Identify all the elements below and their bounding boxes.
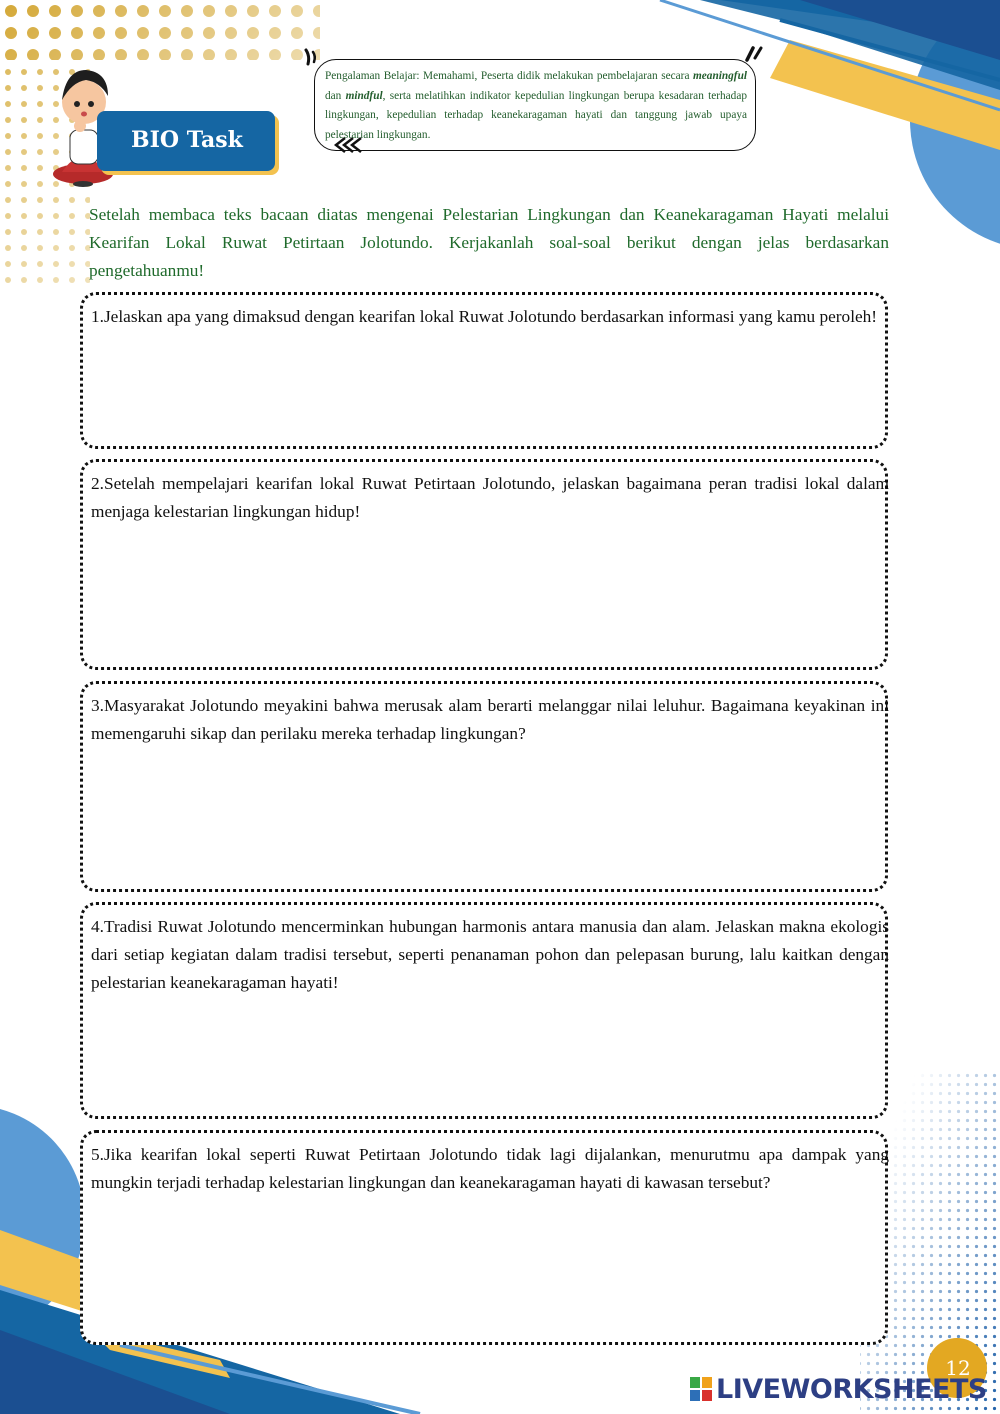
question-1-text: 1.Jelaskan apa yang dimaksud dengan kearifan lokal Ruwat Jolotundo berdasarkan informasi yang kamu peroleh!: [91, 307, 878, 326]
learning-experience-text-3: , serta melatihkan indikator kepedulian lingkungan berupa kesadaran terhadap lingkungan, kepedulian terhadap keanekaragaman hayati dan tanggung jawab upaya pelestarian lingkungan.: [325, 89, 747, 141]
learning-experience-text-2: dan: [325, 89, 346, 102]
page-number: 12: [945, 1356, 971, 1380]
learning-experience-box: [314, 59, 756, 151]
quote-close-icon: [742, 44, 764, 64]
instructions-paragraph: Setelah membaca teks bacaan diatas mengenai Pelestarian Lingkungan dan Keanekaragaman Hayati melalui Kearifan Lokal Ruwat Petirtaan Jolotundo. Kerjakanlah soal-soal berikut dengan jelas berdasarkan pengetahuanmu!: [89, 205, 889, 280]
question-2-text: 2.Setelah mempelajari kearifan lokal Ruwat Petirtaan Jolotundo, jelaskan bagaimana peran tradisi lokal dalam menjaga kelestarian lingkungan hidup!: [91, 474, 889, 521]
question-3-answer-box[interactable]: [80, 681, 888, 892]
learning-experience-text-1: Pengalaman Belajar: Memahami, Peserta didik melakukan pembelajaran secara: [325, 70, 693, 82]
question-4-text: 4.Tradisi Ruwat Jolotundo mencerminkan hubungan harmonis antara manusia dan alam. Jelaskan makna ekologis dari setiap kegiatan dalam tradisi tersebut, seperti penanaman pohon dan pelepasan burung, lalu kaitkan dengan pelestarian keanekaragaman hayati!: [91, 917, 889, 992]
question-5-answer-box[interactable]: [80, 1130, 888, 1345]
question-4-answer-box[interactable]: [80, 902, 888, 1119]
liveworksheets-wordmark: LIVEWORKSHEETS: [716, 1373, 987, 1405]
liveworksheets-grid-icon: [690, 1377, 712, 1401]
liveworksheets-logo[interactable]: [690, 1371, 987, 1407]
question-3-text: 3.Masyarakat Jolotundo meyakini bahwa merusak alam berarti melanggar nilai leluhur. Bagaimana keyakinan ini memengaruhi sikap dan perilaku mereka terhadap lingkungan?: [91, 696, 889, 743]
bio-task-title: BIO Task: [131, 127, 243, 153]
question-5-text: 5.Jika kearifan lokal seperti Ruwat Petirtaan Jolotundo tidak lagi dijalankan, menurutmu apa dampak yang mungkin terjadi terhadap kelestarian lingkungan dan keanekaragaman hayati di kawasan tersebut?: [91, 1145, 889, 1192]
question-2-answer-box[interactable]: [80, 459, 888, 670]
question-1-answer-box[interactable]: [80, 292, 888, 449]
mindful-emphasis: mindful: [345, 89, 383, 102]
meaningful-emphasis: meaningful: [693, 70, 747, 82]
bio-task-badge: [97, 111, 275, 171]
